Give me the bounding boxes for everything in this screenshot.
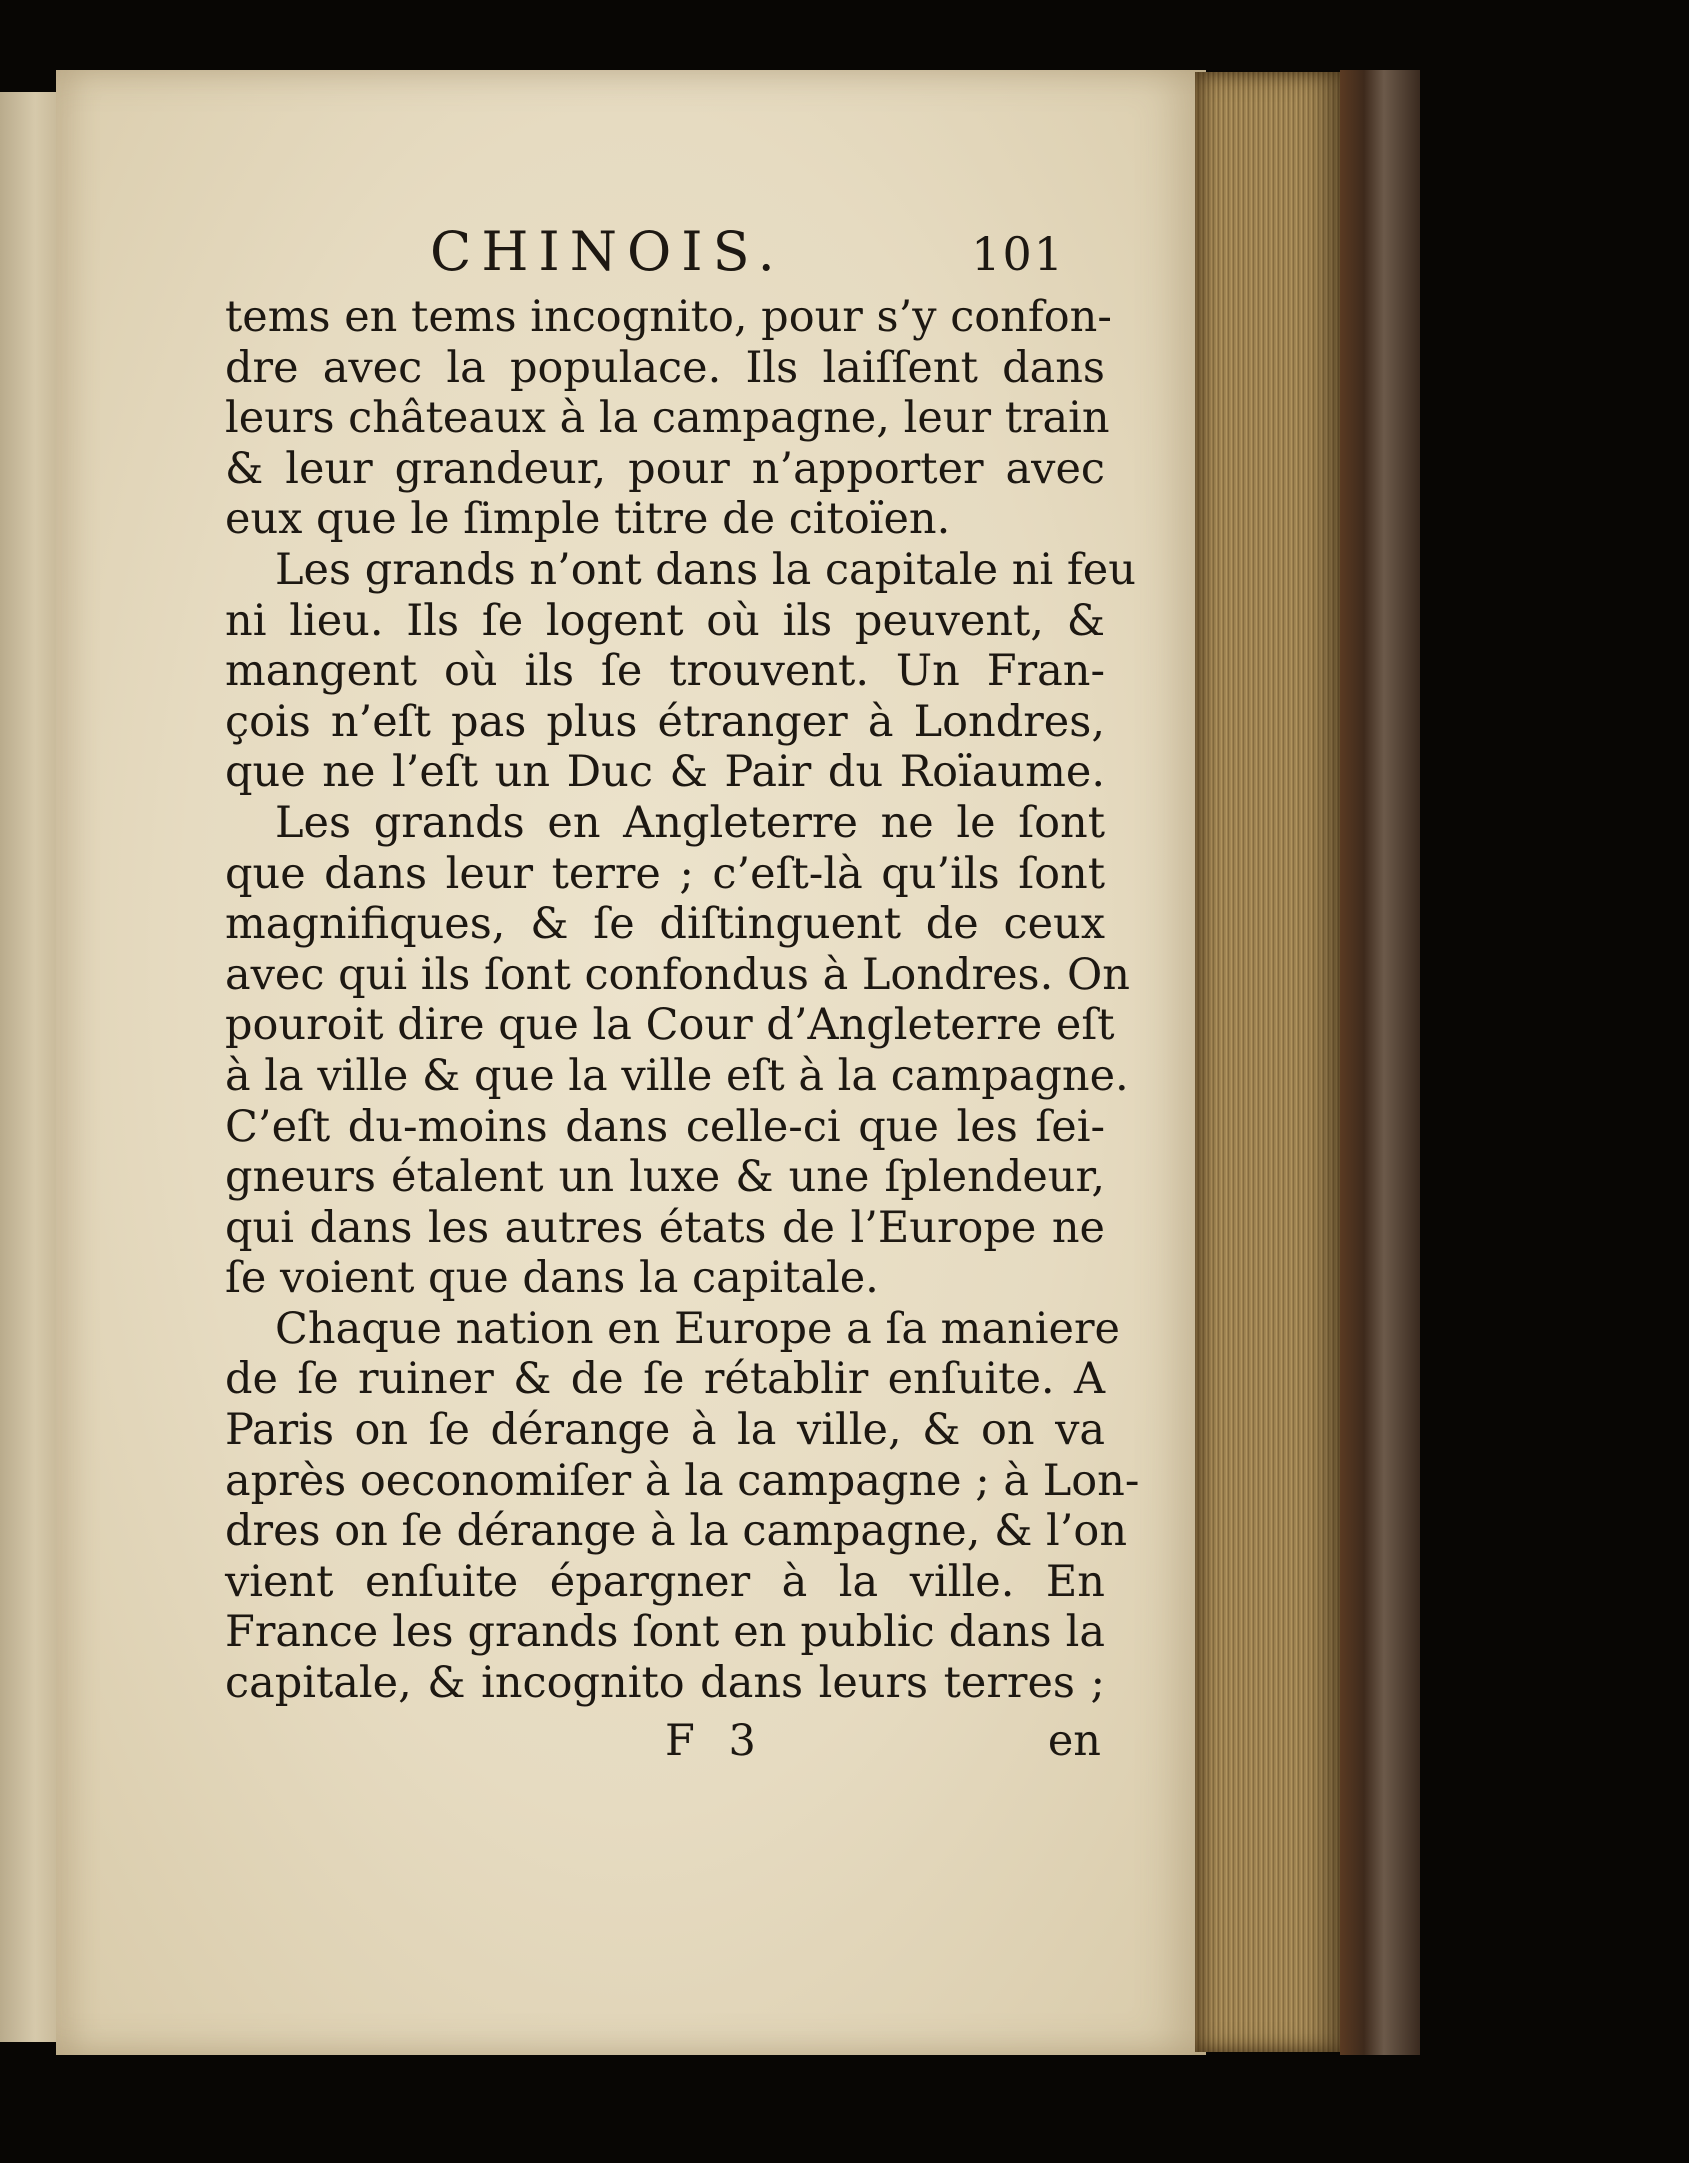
text-line: çois n’eſt pas plus étranger à Londres, <box>225 696 1105 747</box>
signature-mark: F 3 <box>665 1715 766 1766</box>
text-line: & leur grandeur, pour n’apporter avec <box>225 443 1105 494</box>
text-line: dres on ſe dérange à la campagne, & l’on <box>225 1506 1128 1557</box>
text-line: vient enſuite épargner à la ville. En <box>225 1556 1105 1607</box>
text-block <box>225 220 1140 1773</box>
text-line: tems en tems incognito, pour s’y confon- <box>225 292 1112 342</box>
page-footer <box>225 1713 1105 1773</box>
book-binding <box>1340 70 1420 2055</box>
text-line: ni lieu. Ils ſe logent où ils peuvent, & <box>225 595 1105 646</box>
text-line: avec qui ils ſont confondus à Londres. On <box>225 949 1130 1000</box>
text-line: France les grands ſont en public dans la <box>225 1607 1105 1658</box>
text-line: qui dans les autres états de l’Europe ne <box>225 1202 1105 1253</box>
text-line: leurs châteaux à la campagne, leur train <box>225 393 1110 444</box>
text-line: dre avec la populace. Ils laiſſent dans <box>225 342 1105 393</box>
text-line: Paris on ſe dérange à la ville, & on va <box>225 1405 1105 1456</box>
text-line: pouroit dire que la Cour d’Angleterre eſt <box>225 1000 1115 1051</box>
text-line: Les grands en Angleterre ne le ſont <box>275 797 1105 848</box>
text-line: Chaque nation en Europe a ſa maniere <box>275 1303 1120 1354</box>
body-text <box>225 292 1140 1709</box>
text-line: eux que le ſimple titre de citoïen. <box>225 494 951 545</box>
page-number: 101 <box>971 227 1065 281</box>
text-line: magnifiques, & ſe diſtinguent de ceux <box>225 899 1105 950</box>
running-head: CHINOIS. <box>430 220 785 283</box>
page-header <box>225 222 1105 282</box>
text-line: mangent où ils ſe trouvent. Un Fran- <box>225 646 1105 697</box>
text-line: après oeconomiſer à la campagne ; à Lon- <box>225 1455 1140 1506</box>
text-line: que ne l’eſt un Duc & Pair du Roïaume. <box>225 747 1105 798</box>
text-line: gneurs étalent un luxe & une ſplendeur, <box>225 1152 1105 1203</box>
text-line: C’eſt du-moins dans celle-ci que les ſei- <box>225 1101 1105 1152</box>
text-line: capitale, & incognito dans leurs terres ; <box>225 1658 1105 1709</box>
text-line: à la ville & que la ville eſt à la campagne. <box>225 1050 1129 1101</box>
page-block-edges <box>1195 72 1345 2052</box>
catchword: en <box>1047 1715 1101 1766</box>
text-line: Les grands n’ont dans la capitale ni feu <box>275 544 1136 595</box>
text-line: de ſe ruiner & de ſe rétablir enſuite. A <box>225 1354 1105 1405</box>
text-line: que dans leur terre ; c’eſt-là qu’ils ſont <box>225 848 1105 899</box>
text-line: ſe voient que dans la capitale. <box>225 1253 879 1304</box>
